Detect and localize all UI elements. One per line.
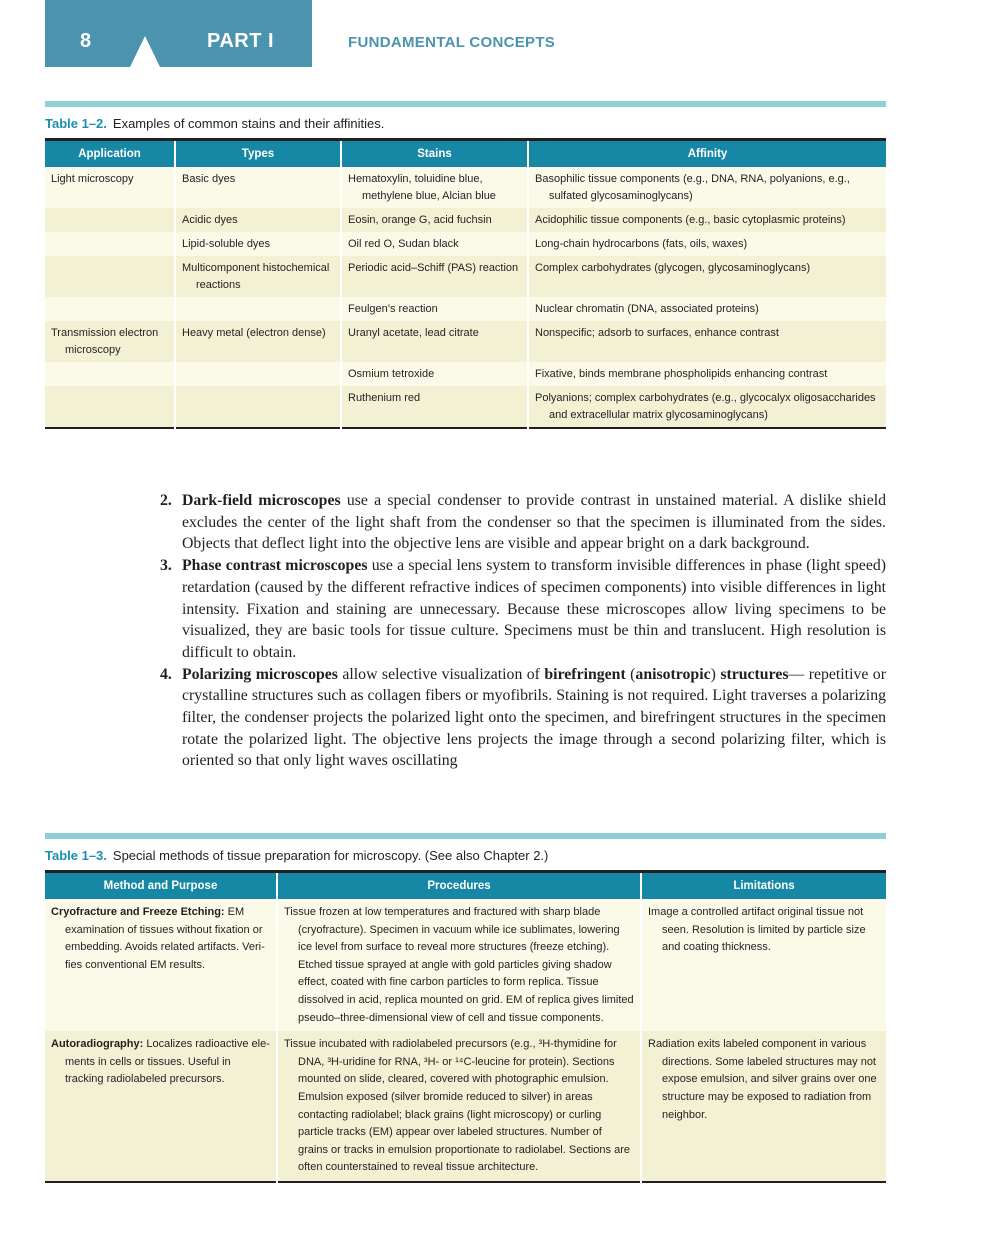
column-header: Affinity <box>528 140 886 168</box>
table-caption <box>45 848 886 864</box>
table-cell: Feulgen’s reaction <box>341 297 528 321</box>
table-row <box>45 899 886 1031</box>
table-cell: Tissue frozen at low temperatures and fractured with sharp blade (cryofracture). Specimen in vacuum while ice sublimates, lowering ice level from surface to reveal more structures (freeze etching). Etched tissue sprayed at angle with gold particles giving shadow effect, coated with fine carbon particles to form replica. Tissue dissolved in acid, replica mounted on grid. EM of replica gives limited pseudo–three-dimensional view of cell and tissue components. <box>277 899 641 1031</box>
list-number: 4. <box>160 665 172 683</box>
paragraph-text: ( <box>625 665 636 683</box>
table-cell: Acidic dyes <box>175 208 341 232</box>
list-number: 3. <box>160 557 172 575</box>
table-cell: Complex carbohydrates (glycogen, glycosaminoglycans) <box>528 256 886 297</box>
table-cell: Long-chain hydrocarbons (fats, oils, waxes) <box>528 232 886 256</box>
table-row <box>45 167 886 208</box>
table-cell <box>175 386 341 428</box>
table-cell: Ruthenium red <box>341 386 528 428</box>
term: Dark-field microscopes <box>182 492 341 509</box>
table-cell: Nuclear chromatin (DNA, associated proteins) <box>528 297 886 321</box>
column-header: Procedures <box>277 872 641 900</box>
column-header: Limitations <box>641 872 886 900</box>
table-cell <box>45 386 175 428</box>
table-row <box>45 208 886 232</box>
paragraph-text: allow selective visualization of <box>337 665 545 683</box>
column-header: Method and Purpose <box>45 872 277 900</box>
list-item <box>160 664 886 773</box>
table-1-2 <box>45 101 886 429</box>
table-cell <box>175 362 341 386</box>
page-number: 8 <box>80 30 92 52</box>
table-caption-text: Special methods of tissue preparation for microscopy. (See also Chapter 2.) <box>112 848 549 863</box>
table-caption-text: Examples of common stains and their affinities. <box>112 116 385 131</box>
table-cell: Uranyl acetate, lead citrate <box>341 321 528 362</box>
method-text: EM examination of tissues without fixation or embedding. Avoids related artifacts. Verifies conventional EM results. <box>65 906 265 971</box>
table-row <box>45 321 886 362</box>
table-cell <box>45 297 175 321</box>
table-cell: Nonspecific; adsorb to surfaces, enhance contrast <box>528 321 886 362</box>
column-header: Application <box>45 140 175 168</box>
table-cell: Polyanions; complex carbohydrates (e.g., glycocalyx oligosaccharides and extracellular matrix glycosaminoglycans) <box>528 386 886 428</box>
table-cell: Lipid-soluble dyes <box>175 232 341 256</box>
term: Polarizing microscopes <box>182 665 338 683</box>
paragraph-text: — repetitive or crystalline structures such as collagen fibers or myofibrils. Staining is not required. Light traverses a polarizing filter, the condenser projects the polarized light onto the specimen, and birefringent structures in the specimen rotate the polarized light. The objective lens projects the image through a second polarizing filter, which is oriented so that only light waves oscillating <box>182 665 886 770</box>
method-title: Cryofracture and Freeze Etching: <box>51 906 225 918</box>
table-row <box>45 297 886 321</box>
table-cell: Radiation exits labeled component in various directions. Some labeled structures may not expose emulsion, and silver grains over one structure may be exposed to radiation from neighbor. <box>641 1031 886 1182</box>
table-row <box>45 362 886 386</box>
header-notch <box>130 36 160 67</box>
table-cell <box>45 256 175 297</box>
table-cell: Image a controlled artifact original tissue not seen. Resolution is limited by particle size and coating thickness. <box>641 899 886 1031</box>
section-title: FUNDAMENTAL CONCEPTS <box>348 34 556 51</box>
table-label: Table 1–2. <box>45 116 107 131</box>
table-top-bar <box>45 101 886 107</box>
table-caption <box>45 116 886 132</box>
paragraph-text: ) <box>710 665 721 683</box>
table-cell <box>45 362 175 386</box>
table-cell: Light microscopy <box>45 167 175 208</box>
part-label: PART I <box>207 30 275 52</box>
column-header: Stains <box>341 140 528 168</box>
list-number: 2. <box>160 492 172 509</box>
table-cell: Periodic acid–Schiff (PAS) reaction <box>341 256 528 297</box>
table-cell: Oil red O, Sudan black <box>341 232 528 256</box>
table-cell <box>45 208 175 232</box>
table-cell: Heavy metal (electron dense) <box>175 321 341 362</box>
table-cell <box>45 1031 277 1182</box>
microscope-list <box>160 490 886 772</box>
paragraph-text: use a special lens system to transform invisible differences in phase (light speed) retardation (caused by the different refractive indices of specimen components) into visible differences in light intensity. Fixation and staining are unnecessary. Because these microscopes allow living specimens to be visualized, they are basic tools for tissue culture. Specimens must be thin and translucent. High resolution is difficult to obtain. <box>182 557 886 661</box>
table-cell <box>175 297 341 321</box>
table-cell: Fixative, binds membrane phospholipids enhancing contrast <box>528 362 886 386</box>
table-cell: Eosin, orange G, acid fuchsin <box>341 208 528 232</box>
term: Phase contrast microscopes <box>182 557 368 575</box>
stains-table <box>45 138 886 429</box>
table-cell: Basic dyes <box>175 167 341 208</box>
method-text: Localizes radioactive elements in cells or tissues. Useful in tracking radiolabeled precursors. <box>65 1038 270 1086</box>
term: anisotropic <box>635 665 711 683</box>
table-label: Table 1–3. <box>45 848 107 863</box>
table-cell: Tissue incubated with radiolabeled precursors (e.g., ³H-thymidine for DNA, ³H-uridine for RNA, ³H- or ¹⁴C-leucine for protein). Sections mounted on slide, cleared, covered with photographic emulsion. Emulsion exposed (silver bromide reduced to silver) in areas contacting radiolabel; black grains (light microscopy) or curling particle tracks (EM) appear over labeled structures. Number of grains or tracks in emulsion proportionate to radiolabel. Sections are often counterstained to reveal tissue architecture. <box>277 1031 641 1182</box>
table-row <box>45 386 886 428</box>
column-header: Types <box>175 140 341 168</box>
table-row <box>45 1031 886 1182</box>
table-cell: Acidophilic tissue components (e.g., basic cytoplasmic proteins) <box>528 208 886 232</box>
table-cell <box>45 899 277 1031</box>
tissue-methods-table <box>45 870 886 1183</box>
table-cell: Osmium tetroxide <box>341 362 528 386</box>
table-cell <box>45 232 175 256</box>
table-cell: Basophilic tissue components (e.g., DNA, RNA, polyanions, e.g., sulfated glycosaminoglycans) <box>528 167 886 208</box>
table-top-bar <box>45 833 886 839</box>
table-row <box>45 232 886 256</box>
method-title: Autoradiography: <box>51 1038 144 1051</box>
term: structures <box>720 665 789 683</box>
list-item <box>160 490 886 555</box>
term: birefringent <box>544 665 626 683</box>
list-item <box>160 555 886 664</box>
table-cell: Transmission electron microscopy <box>45 321 175 362</box>
table-1-3 <box>45 833 886 1183</box>
table-cell: Multicomponent histochemical reactions <box>175 256 341 297</box>
table-cell: Hematoxylin, toluidine blue, methylene blue, Alcian blue <box>341 167 528 208</box>
table-row <box>45 256 886 297</box>
paragraph-text: use a special condenser to provide contrast in unstained material. A dislike shield excludes the center of the light shaft from the condenser so that the specimen is illuminated from the sides. Objects that deflect light into the objective lens are visible and appear bright on a dark background. <box>182 492 886 553</box>
